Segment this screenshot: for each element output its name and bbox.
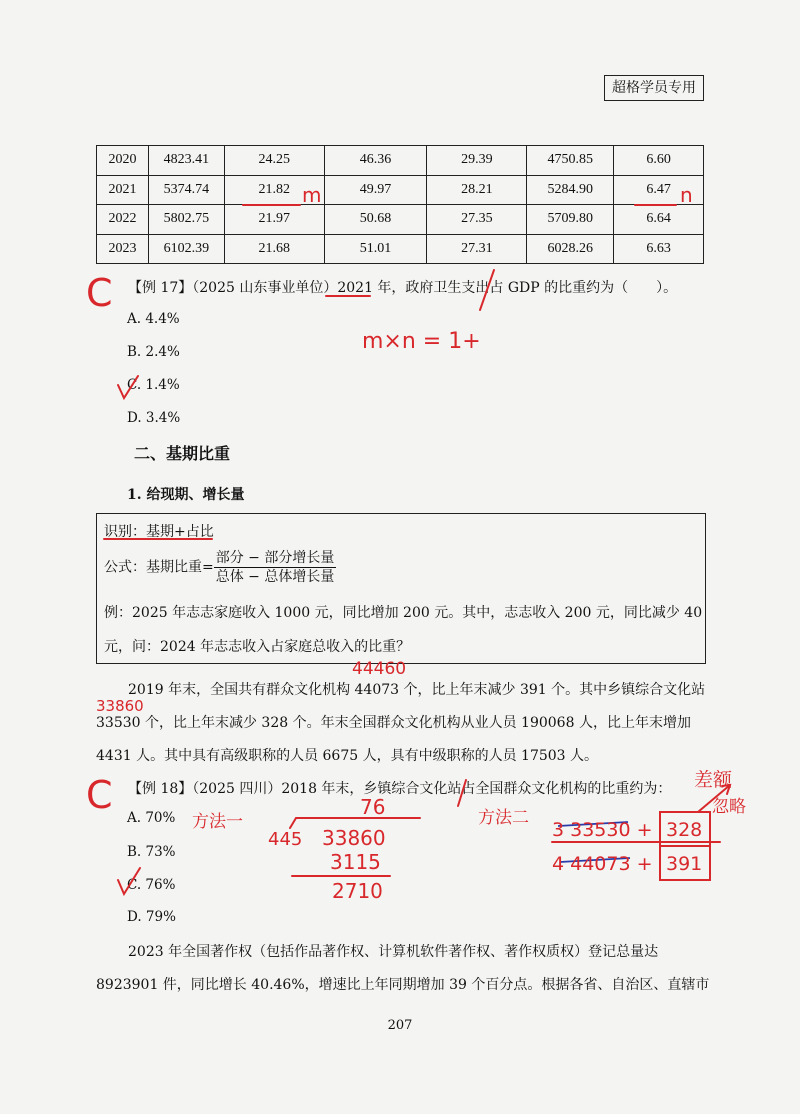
table-cell: 2020 bbox=[97, 146, 149, 176]
division-dividend: 33860 bbox=[322, 826, 386, 850]
paragraph-line: 2023 年全国著作权（包括作品著作权、计算机软件著作权、著作权质权）登记总量达 bbox=[128, 944, 659, 960]
table-cell: 21.68 bbox=[224, 234, 324, 264]
q17-option-c: C. 1.4% bbox=[127, 377, 180, 393]
paragraph-line: 4431 人。其中具有高级职称的人员 6675 人，具有中级职称的人员 17503 人。 bbox=[96, 748, 599, 764]
table-cell: 5709.80 bbox=[527, 205, 614, 235]
split-stroke bbox=[458, 780, 466, 806]
table-cell: 2022 bbox=[97, 205, 149, 235]
table-cell: 28.21 bbox=[427, 175, 527, 205]
table-cell: 2021 bbox=[97, 175, 149, 205]
q17-option-b: B. 2.4% bbox=[127, 344, 180, 360]
note-33860: 33860 bbox=[96, 697, 144, 715]
note-method1: 方法一 bbox=[192, 812, 243, 832]
table-cell: 27.35 bbox=[427, 205, 527, 235]
box-example-line1: 例：2025 年志志家庭收入 1000 元，同比增加 200 元。其中，志志收入 200 元，同比减少 40 bbox=[104, 605, 703, 621]
table-cell: 4750.85 bbox=[527, 146, 614, 176]
table-cell: 24.25 bbox=[224, 146, 324, 176]
table-cell: 51.01 bbox=[324, 234, 427, 264]
paragraph-line: 33530 个，比上年末减少 328 个。年末全国群众文化机构从业人员 190068 人，比上年末增加 bbox=[96, 715, 691, 731]
check-icon bbox=[118, 376, 138, 398]
table-cell: 50.68 bbox=[324, 205, 427, 235]
table-cell: 29.39 bbox=[427, 146, 527, 176]
fraction-top: 3 33530 + bbox=[552, 819, 653, 841]
division-subtract: 3115 bbox=[330, 850, 381, 874]
table-cell: 27.31 bbox=[427, 234, 527, 264]
fraction-bottom-box: 391 bbox=[666, 853, 703, 875]
table-cell: 2023 bbox=[97, 234, 149, 264]
paragraph-line: 8923901 件，同比增长 40.46%，增速比上年同期增加 39 个百分点。根据各省、自治区、直辖市 bbox=[96, 977, 710, 993]
table-cell: 46.36 bbox=[324, 146, 427, 176]
note-ignore: 忽略 bbox=[712, 797, 746, 817]
check-icon bbox=[118, 868, 140, 894]
q17-option-d: D. 3.4% bbox=[127, 410, 181, 426]
table-cell: 6.60 bbox=[614, 146, 704, 176]
table-cell: 5374.74 bbox=[148, 175, 224, 205]
note-difference: 差额 bbox=[694, 769, 733, 791]
page-number: 207 bbox=[387, 1018, 413, 1033]
table-cell: 6.47 bbox=[614, 175, 704, 205]
split-stroke bbox=[480, 270, 494, 310]
table-cell: 6.63 bbox=[614, 234, 704, 264]
q18-stem: 【例 18】（2025 四川）2018 年末，乡镇综合文化站占全国群众文化机构的比重约为： bbox=[128, 781, 672, 797]
table-cell: 5284.90 bbox=[527, 175, 614, 205]
subsection-title: 1. 给现期、增长量 bbox=[127, 487, 245, 503]
division-quotient: 76 bbox=[360, 795, 386, 819]
answer-mark-q17: C bbox=[86, 271, 113, 315]
division-remainder: 2710 bbox=[332, 879, 383, 903]
header-label: 超格学员专用 bbox=[604, 75, 704, 101]
table-cell: 49.97 bbox=[324, 175, 427, 205]
formula-numerator: 部分 − 部分增长量 bbox=[215, 550, 335, 566]
table-cell: 4823.41 bbox=[148, 146, 224, 176]
note-m: m bbox=[302, 183, 322, 207]
table-cell: 21.82 bbox=[224, 175, 324, 205]
table-cell: 21.97 bbox=[224, 205, 324, 235]
fraction-bottom: 4 44073 + bbox=[552, 853, 653, 875]
paragraph-line: 2019 年末，全国共有群众文化机构 44073 个，比上年末减少 391 个。其中乡镇综合文化站 bbox=[128, 682, 706, 698]
q18-option-c: C. 76% bbox=[127, 877, 176, 893]
note-mxn: m×n = 1+ bbox=[362, 329, 481, 354]
q18-option-b: B. 73% bbox=[127, 844, 176, 860]
fraction-top-box: 328 bbox=[666, 819, 703, 841]
table-cell: 6102.39 bbox=[148, 234, 224, 264]
section-title: 二、基期比重 bbox=[134, 444, 231, 463]
formula-prefix: 公式：基期比重= bbox=[104, 559, 214, 576]
answer-mark-q18: C bbox=[86, 773, 113, 817]
note-method2: 方法二 bbox=[478, 808, 529, 828]
note-n: n bbox=[680, 183, 693, 207]
box-identify: 识别：基期+占比 bbox=[104, 524, 214, 540]
division-divisor: 445 bbox=[268, 829, 303, 850]
table-cell: 6028.26 bbox=[527, 234, 614, 264]
table-cell: 5802.75 bbox=[148, 205, 224, 235]
formula-denominator: 总体 − 总体增长量 bbox=[215, 569, 335, 585]
box-example-line2: 元，问：2024 年志志收入占家庭总收入的比重？ bbox=[104, 639, 411, 655]
q18-option-a: A. 70% bbox=[127, 810, 176, 826]
table-cell: 6.64 bbox=[614, 205, 704, 235]
q18-option-d: D. 79% bbox=[127, 909, 176, 925]
note-44460: 44460 bbox=[352, 659, 407, 679]
q17-stem: 【例 17】（2025 山东事业单位）2021 年，政府卫生支出占 GDP 的比重约为（ ）。 bbox=[128, 280, 678, 296]
q17-option-a: A. 4.4% bbox=[127, 311, 180, 327]
